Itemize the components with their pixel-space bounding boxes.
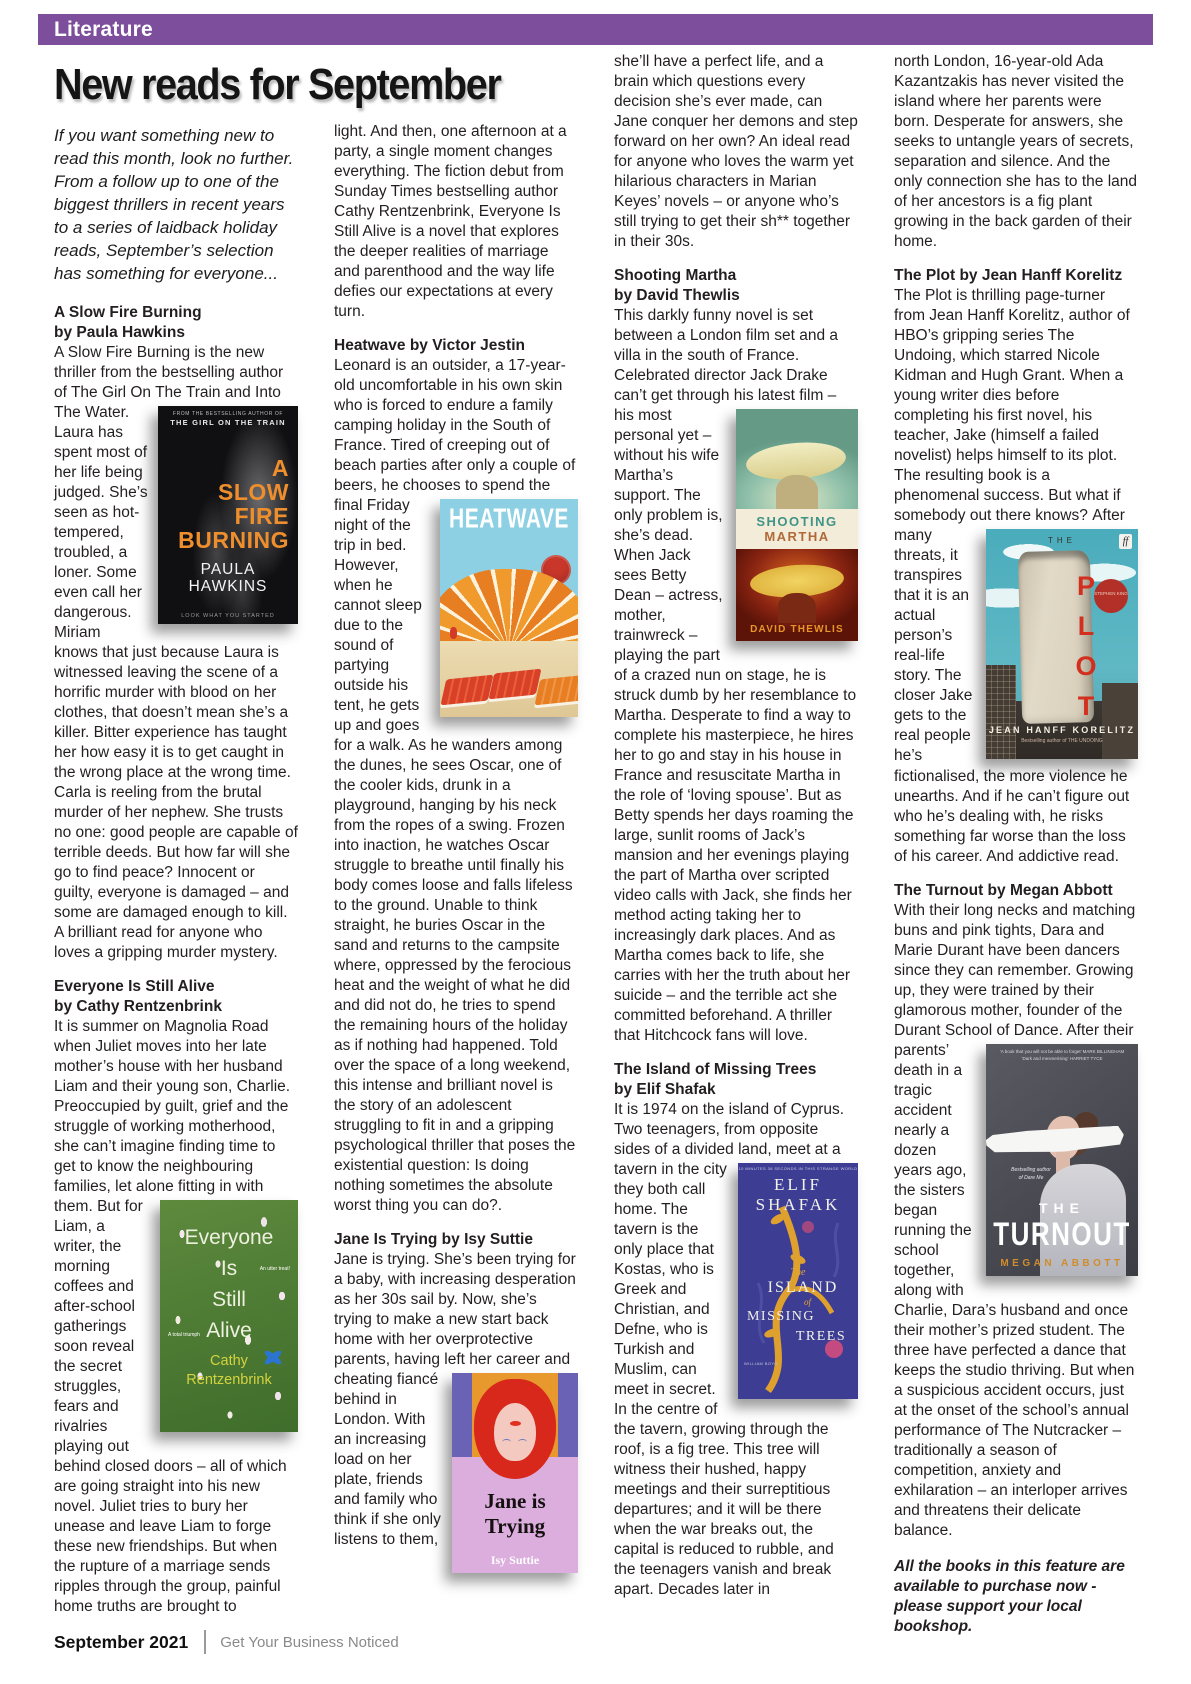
cover-title-the: The (790, 1267, 806, 1278)
book-title: The Island of Missing Trees (614, 1061, 817, 1078)
body-text: The Water. Laura has spent most of her life being judged. She’s seen as hot-tempered, troubled, a loner. Some even call her dangerous. Miriam knows that just because Laura is witnessed leaving the scene of a horrific murder with blood on her clothes, that doesn’t mean she’s a killer. Bitter experience has taught her how easy it is to get caught in the wrong place at the wrong time. Carla is reeling from the brutal murder of her nephew. She trusts no one: good people are capable of terrible deeds. But how far will she go to find peace? Innocent or guilty, everyone is damaged – and some are damaged enough to kill. A brilliant read for anyone who loves a gripping murder mystery. (54, 404, 298, 961)
body-text: The Plot is thrilling page-turner from Jean Hanff Korelitz, author of HBO’s gripping series The Undoing, which starred Nicole Kidman and Hugh Grant. When a young writer dies before completing his first novel, his teacher, Jake (himself a failed novelist) helps himself to its plot. The resulting book is a phenomenal success. But what if somebody out there knows? (894, 287, 1130, 524)
cover-strapline: 10 MINUTES 38 SECONDS IN THIS STRANGE WORLD (738, 1166, 858, 1171)
book-title: The Turnout by Megan Abbott (894, 882, 1113, 899)
body-text: Jane is trying. She’s been trying for a baby, with increasing desperation as her 30s sail by. Now, she’s trying to make a new start back home with her overprotective parents, having left her career and cheating (334, 1251, 576, 1388)
figure-illustration (776, 475, 818, 509)
building-illustration (986, 665, 1016, 759)
body-text: parents’ death in a tragic accident nearly a dozen years ago, the sisters began running the school together, along with Charlie, Dara’s husband and once their mother’s prized student. The three have perfected a dance that keeps the studio thriving. But when a suspicious accident occurs, just at the onset of the school’s annual performance of The Nutcracker – traditionally a season of competition, anxiety and exhilaration – an interloper arrives and threatens their delicate balance. (894, 1042, 1135, 1539)
beach-figure (450, 627, 457, 639)
book-author: by Cathy Rentzenbrink (54, 998, 222, 1015)
review-heading-plot (894, 266, 1138, 286)
book-cover-a-slow-fire-burning (158, 406, 298, 624)
cover-strapline: Bestselling author of THE UNDOING (1021, 738, 1103, 744)
body-text: north London, 16-year-old Ada Kazantzakis has never visited the island where her parents were born. Desperate for answers, she seeks to untangle years of secrets, separation and silence. And the only connection she has to the land of her ancestors is a fig plant growing in the back garden of their home. (894, 53, 1138, 250)
review-sticker: STEPHEN KING (1094, 579, 1128, 613)
book-cover-shooting-martha (736, 409, 858, 641)
book-title: The Plot by Jean Hanff Korelitz (894, 267, 1123, 284)
cover-title: TURNOUT (993, 1215, 1131, 1253)
publisher-logo: ff (1119, 534, 1132, 549)
review-heading-everyone (54, 977, 298, 1017)
book-cover-heatwave (440, 499, 578, 717)
cover-author: MEGAN ABBOTT (1000, 1258, 1124, 1269)
cover-title-the: THE (1048, 536, 1076, 545)
cover-author: ELIF SHAFAK (755, 1175, 841, 1214)
book-author: by David Thewlis (614, 287, 740, 304)
body-text: light. And then, one afternoon at a party, a single moment changes everything. The fiction debut from Sunday Times bestselling author Cathy Rentzenbrink, Everyone Is Still Alive is a novel that explores the deeper realities of marriage and parenthood and the way life defies our expectations at every turn. (334, 123, 567, 320)
body-text: his most personal yet – without his wife Martha’s support. The only problem is, she’s dead. When Jack sees Betty Dean – actress, mother, trainwreck – playing the part of a crazed nun on stage, he is struck dumb by her resemblance to Martha. Desperate to find a way to complete his masterpiece, he hires her to go and stay in his house in France and resuscitate Martha in the role of ‘loving spouse’. But as Betty spends her days roaming the large, sunlit rooms of Jack’s mansion and her evenings playing the part of Martha over scripted video calls with Jack, she finds her method acting taking her to increasingly dark places. And as Martha comes back to life, she carries with her the truth about her suicide – and the terrible act she committed beforehand. A thriller that Hitchcock fans will love. (614, 407, 857, 1044)
column-1 (54, 122, 298, 1617)
book-title: Everyone Is Still Alive (54, 978, 215, 995)
cover-title: Everyone Is Still Alive (184, 1226, 274, 1342)
book-cover-jane-is-trying (452, 1373, 578, 1573)
cover-title: HEATWAVE (449, 504, 569, 534)
cover-strapline: LOOK WHAT YOU STARTED (181, 613, 275, 619)
cover-quote: WILLIAM BOYD (744, 1361, 778, 1366)
cover-title: PLOT (1071, 571, 1101, 731)
review-heading-jane (334, 1230, 578, 1250)
intro-paragraph: If you want something new to read this month, look no further. From a follow up to one of the biggest thrillers in recent years to a series of laidback holiday reads, September’s selection has something for everyone... (54, 126, 294, 283)
review-body-island-continued (894, 52, 1138, 252)
figure-illustration (778, 593, 816, 623)
book-title: A Slow Fire Burning (54, 304, 202, 321)
body-text: Leonard is an outsider, a 17-year-old uncomfortable in his own skin who is forced to endure a family camping holiday in the South of France. Tired of creeping out of beach parties after only a couple of beers, he chooses to spend the (334, 357, 576, 494)
beach-lounger (535, 675, 578, 706)
body-text: fiancé behind in London. With an increasing load on her plate, friends and family who think if she only listens to them, (334, 1371, 441, 1548)
beach-umbrella-illustration (440, 569, 578, 649)
upside-down-face-illustration (494, 1403, 536, 1461)
book-author: by Elif Shafak (614, 1081, 716, 1098)
cover-tagline (158, 411, 298, 427)
issue-date: September 2021 (54, 1631, 189, 1652)
review-body-martha (614, 306, 858, 1046)
body-text: It is 1974 on the island of Cyprus. Two teenagers, from opposite sides of a divided land, meet at a tavern (614, 1101, 845, 1178)
book-cover-the-plot (986, 529, 1138, 759)
book-cover-island-of-missing-trees (738, 1163, 858, 1399)
cover-quote: An utter treat! (259, 1266, 290, 1272)
review-body-everyone (54, 1017, 298, 1617)
cover-title-band (736, 509, 858, 549)
book-title: Jane Is Trying by Isy Suttie (334, 1231, 533, 1248)
closing-note: All the books in this feature are available to purchase now - please support your local bookshop. (894, 1558, 1125, 1635)
cover-title-of: of (804, 1297, 812, 1307)
body-text: them. But for Liam, a writer, the morning coffees and after-school gatherings soon reveal the secret struggles, fears and rivalries playing out behind closed doors – all of which are going straight into his new novel. Juliet tries to bury her unease and leave Liam to forge these new friendships. But when the rupture of a marriage sends ripples through the group, painful home truths are brought to (54, 1198, 287, 1615)
footer-tagline: Get Your Business Noticed (220, 1633, 399, 1651)
book-author: by Paula Hawkins (54, 324, 185, 341)
lips-illustration (510, 1421, 521, 1426)
columns-1-2 (54, 122, 578, 1617)
eye-illustration (518, 1439, 527, 1445)
review-body-heatwave (334, 356, 578, 1216)
cover-title: A SLOW FIRE BURNING (178, 455, 289, 553)
review-body-plot (894, 286, 1138, 867)
review-heading-heatwave (334, 336, 578, 356)
cover-tagline-line1: FROM THE BESTSELLING AUTHOR OF (172, 411, 284, 417)
cover-author: PAULA HAWKINS (188, 561, 268, 595)
page-title: New reads for September (54, 60, 501, 109)
white-brushstroke-illustration (986, 1126, 1124, 1155)
cover-author: JEAN HANFF KORELITZ (988, 725, 1136, 735)
building-illustration (1102, 683, 1138, 759)
review-body-island (614, 1100, 858, 1600)
cover-title-line2: MARTHA (764, 529, 830, 544)
review-heading-island (614, 1060, 858, 1100)
column-2 (334, 122, 578, 1617)
eye-illustration (502, 1439, 511, 1445)
cover-author: DAVID THEWLIS (750, 624, 844, 635)
body-text: It is summer on Magnolia Road when Juliet moves into her late mother’s house with her husband Liam and their young son, Charlie. Preoccupied by guilt, grief and the struggle of working motherhood, she can’t imagine finding time to get to know the neighbouring families, let alone fitting in with (54, 1018, 291, 1195)
cover-title-trees: TREES (795, 1329, 847, 1344)
review-heading-martha (614, 266, 858, 306)
cover-title-missing: MISSING (746, 1309, 816, 1324)
cover-title-the: THE (1039, 1200, 1085, 1216)
body-text: After many threats, it transpires that it is an actual person’s real-life story. The closer Jake gets to the real people he’s fictionalised, the more violence he unearths. And if he can’t figure out who he’s dealing with, he risks something far worse than the loss of his career. And addictive read. (894, 507, 1130, 865)
body-text: A Slow Fire Burning is the new thriller from the bestselling author of The Girl On The Train and Into (54, 344, 284, 401)
review-body-jane-continued (614, 52, 858, 252)
column-4 (894, 52, 1138, 1637)
cover-credit: Bestselling author of Dare Me (1011, 1167, 1051, 1181)
article-content (54, 52, 1152, 1637)
cover-title: Jane is Trying (484, 1489, 546, 1538)
column-3 (614, 52, 858, 1637)
cover-title-island: ISLAND (767, 1279, 839, 1296)
page-footer (54, 1630, 399, 1654)
body-text: final Friday night of the trip in bed. However, when he cannot sleep due to the sound of partying outside his tent, he gets up and goes for a walk. As he wanders among the dunes, he sees Oscar, one of the cooler kids, drunk in a playground, hanging by his neck from the ropes of a swing. Frozen into inaction, he watches Oscar struggle to breathe until finally his body comes loose and falls lifeless to the ground. Unable to think straight, he buries Oscar in the sand and returns to the campsite where, oppressed by the ferocious heat and the weight of what he did and did not do, he tries to spend the remaining hours of the holiday as if nothing had happened. Told over the space of a long weekend, this intense and brilliant novel is the story of an adolescent struggling to fit in and a gripping psychological thriller that poses the existential question: Is doing nothing sometimes the absolute worst thing you can do?. (334, 497, 576, 1214)
body-text: she’ll have a perfect life, and a brain which questions every decision she’s ever made, can Jane conquer her demons and step forward on her own? An ideal read for anyone who loves the warm yet hilarious characters in Marian Keyes’ novels – or anyone who’s still trying to get their sh** together in their 30s. (614, 53, 858, 250)
book-title: Heatwave by Victor Jestin (334, 337, 525, 354)
cover-author: Isy Suttie (490, 1553, 540, 1567)
review-body-turnout (894, 901, 1138, 1541)
book-title: Shooting Martha (614, 267, 737, 284)
book-cover-the-turnout (986, 1044, 1138, 1276)
body-text: in the city they both call home. The tavern is the only place that Kostas, who is Greek and Christian, and Defne, who is Turkish and Muslim, can meet in secret. In the centre of the tavern, growing through the roof, is a fig tree. This tree will witness their hushed, happy meetings and their surreptitious departures; and it will be there when the war breaks out, the capital is reduced to rubble, and the teenagers vanish and break apart. Decades later in (614, 1161, 834, 1598)
review-body-jane (334, 1250, 578, 1567)
footer-divider (204, 1630, 206, 1654)
review-body-everyone-continued (334, 122, 578, 322)
body-text: This darkly funny novel is set between a London film set and a villa in the south of France. Celebrated director Jack Drake can’t get through his latest film – (614, 307, 839, 404)
cover-tagline-line2: THE GIRL ON THE TRAIN (170, 418, 286, 427)
dragonfly-illustration (260, 1348, 286, 1368)
cover-author: Cathy Rentzenbrink (186, 1353, 272, 1388)
section-label: Literature (54, 17, 153, 41)
left-block (54, 52, 578, 1637)
review-heading-slow-fire (54, 303, 298, 343)
body-text: With their long necks and matching buns and pink tights, Dara and Marie Durant have been dancers since they can remember. Growing up, they were trained by their glamorous mother, founder of the Durant School of Dance. After their (894, 902, 1136, 1039)
cover-title-line1: SHOOTING (756, 514, 838, 529)
review-heading-turnout (894, 881, 1138, 901)
section-banner (38, 14, 1153, 45)
review-body-slow-fire (54, 343, 298, 963)
cover-quotes: ‘A book that you will not be able to forget’ MARK BILLINGHAM ‘Dark and mesmerising’ HARRIET TYCE (999, 1049, 1125, 1061)
cover-quote: A total triumph (168, 1332, 200, 1338)
book-cover-everyone-is-still-alive (160, 1200, 298, 1432)
